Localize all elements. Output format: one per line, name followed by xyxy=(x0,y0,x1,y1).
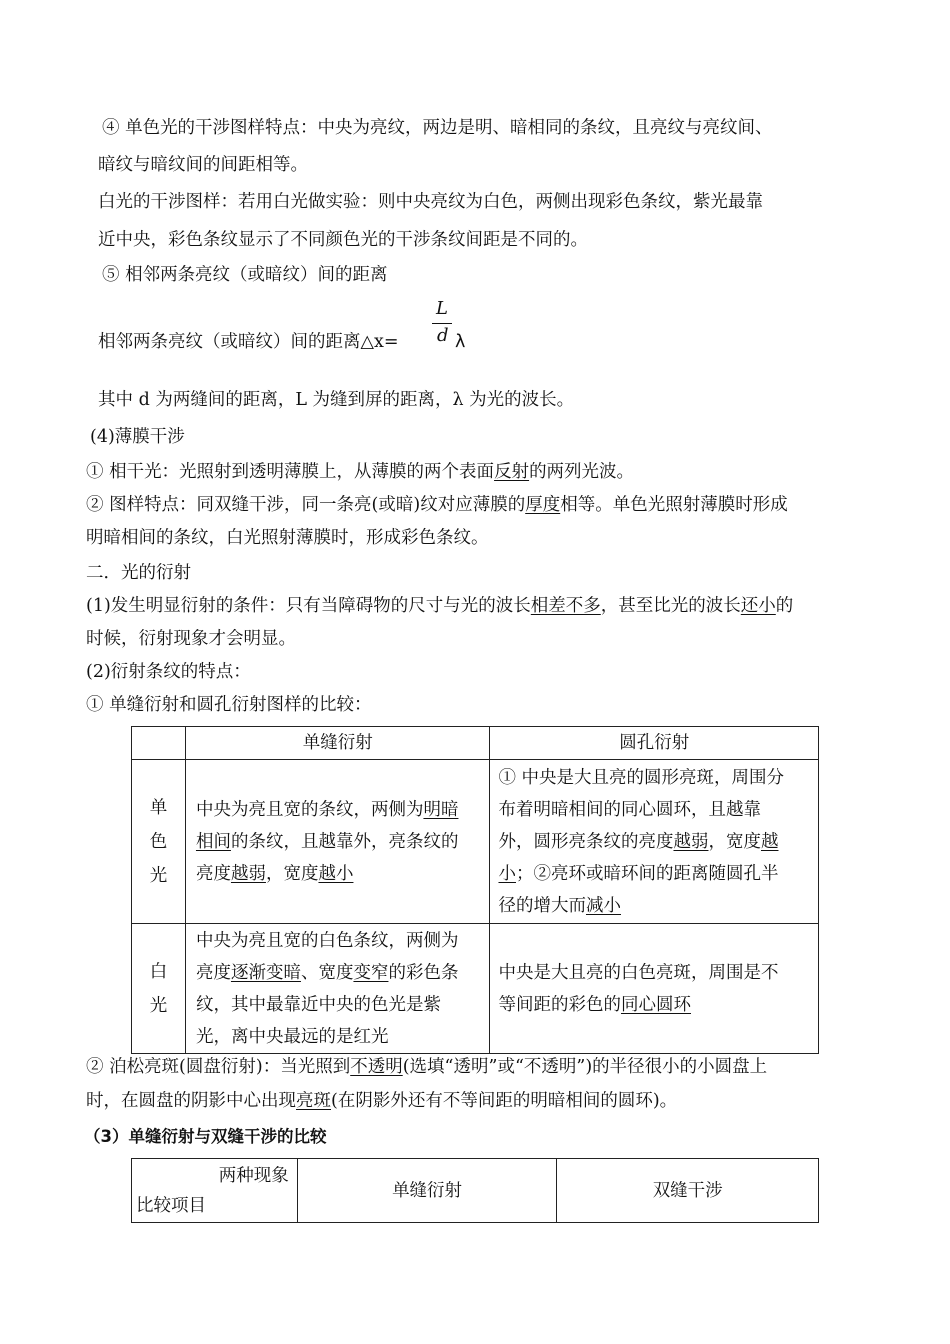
film-point1 xyxy=(86,460,634,484)
film-point2-answer: 厚度 xyxy=(525,495,561,515)
cell-answer: 越弱 xyxy=(230,863,266,884)
cell-line xyxy=(498,890,812,922)
cell-line: 光，离中央最远的是红光 xyxy=(195,1026,389,1047)
cell-answer: 同心圆环 xyxy=(620,994,691,1015)
row-label-char: 光 xyxy=(149,865,168,886)
condition-answer1: 相差不多 xyxy=(530,596,601,616)
poisson-text: ② 泊松亮斑(圆盘衍射)：当光照到 xyxy=(86,1057,351,1077)
cell-line: 中央是大且亮的白色亮斑，周围是不 xyxy=(498,962,779,983)
white-circular-hole-cell xyxy=(490,924,819,1054)
cell-text: 亮度 xyxy=(195,863,231,884)
cell-text: 外，圆形亮条纹的亮度 xyxy=(498,831,674,852)
cell-line xyxy=(196,957,484,989)
poisson-line1 xyxy=(86,1055,767,1079)
poisson-line2 xyxy=(86,1089,677,1113)
film-heading: (4)薄膜干涉 xyxy=(90,427,185,447)
cell-line xyxy=(498,826,812,858)
slit-comparison-table xyxy=(131,1158,819,1223)
cell-line: 中央为亮且宽的白色条纹，两侧为 xyxy=(195,930,459,951)
poisson-text3: 时，在圆盘的阴影中心出现 xyxy=(86,1091,296,1111)
row-label-white-light xyxy=(132,924,186,1054)
cell-line: ① 中央是大且亮的圆形亮斑，周围分 xyxy=(498,767,785,788)
film-point2-line2: 明暗相间的条纹，白光照射薄膜时，形成彩色条纹。 xyxy=(86,528,489,548)
cell-answer: 越弱 xyxy=(673,831,709,852)
cell-text: 中央为亮且宽的条纹，两侧为 xyxy=(195,799,424,820)
row-label-char: 光 xyxy=(149,995,168,1016)
diagonal-header-cell xyxy=(132,1159,298,1223)
formula-lambda: λ xyxy=(455,332,466,352)
white-light-line1: 白光的干涉图样：若用白光做实验：则中央亮纹为白色，两侧出现彩色条纹，紫光最靠 xyxy=(98,192,763,212)
row-label-monochromatic xyxy=(132,760,186,924)
film-point1-answer: 反射 xyxy=(494,462,530,482)
table-header-row xyxy=(132,727,819,760)
diffraction-comparison-table xyxy=(131,726,819,1054)
cell-line: 纹，其中最靠近中央的色光是紫 xyxy=(195,994,441,1015)
cell-text: 的彩色条 xyxy=(388,962,459,983)
cell-answer: 小 xyxy=(498,863,516,884)
film-point1-text: ① 相干光：光照射到透明薄膜上，从薄膜的两个表面 xyxy=(86,462,495,482)
item4-line1: ④ 单色光的干涉图样特点：中央为亮纹，两边是明、暗相同的条纹，且亮纹与亮纹间、 xyxy=(102,118,773,138)
header-single-slit-diffraction: 单缝衍射 xyxy=(297,1159,557,1223)
diffraction-heading: 二．光的衍射 xyxy=(86,563,191,583)
poisson-answer: 不透明 xyxy=(350,1057,403,1077)
fraction-bar xyxy=(432,323,452,324)
mono-single-slit-cell xyxy=(185,760,490,924)
white-single-slit-cell xyxy=(185,924,490,1054)
cell-text: 的条纹，且越靠外，亮条纹的 xyxy=(230,831,459,852)
cell-answer: 相间 xyxy=(195,831,231,852)
condition-answer2: 还小 xyxy=(740,596,776,616)
cell-answer: 越 xyxy=(760,831,779,852)
formula-prefix: 相邻两条亮纹（或暗纹）间的距离△x= xyxy=(98,332,399,352)
cell-text: 、宽度 xyxy=(300,962,354,983)
table-row-white-light xyxy=(132,924,819,1054)
mono-circular-hole-cell xyxy=(490,760,819,924)
formula-numerator: L xyxy=(436,298,448,319)
cell-answer: 变窄 xyxy=(353,962,389,983)
cell-line xyxy=(498,989,812,1021)
section3-heading: （3）单缝衍射与双缝干涉的比较 xyxy=(84,1127,327,1146)
cell-line xyxy=(196,826,484,858)
cell-answer: 越小 xyxy=(318,863,354,884)
row-label-char: 单 xyxy=(149,797,168,818)
condition-text: (1)发生明显衍射的条件：只有当障碍物的尺寸与光的波长 xyxy=(86,596,531,616)
diffraction-condition-line1 xyxy=(86,594,793,618)
formula-denominator: d xyxy=(437,325,449,346)
header-circular-hole: 圆孔衍射 xyxy=(490,727,819,760)
film-point2-tail: 相等。单色光照射薄膜时形成 xyxy=(560,495,788,515)
header-double-slit-interference: 双缝干涉 xyxy=(557,1159,819,1223)
cell-text: 亮度 xyxy=(195,962,231,983)
cell-answer: 逐渐变暗 xyxy=(230,962,301,983)
condition-text2: ，甚至比光的波长 xyxy=(600,596,741,616)
cell-line xyxy=(196,794,484,826)
diffraction-condition-line2: 时候，衍射现象才会明显。 xyxy=(86,629,296,649)
corner-top-label: 两种现象 xyxy=(218,1165,289,1186)
cell-answer: 明暗 xyxy=(423,799,459,820)
film-point1-tail: 的两列光波。 xyxy=(529,462,635,482)
cell-line xyxy=(498,858,812,890)
condition-text3: 的 xyxy=(775,596,794,616)
cell-line: 布着明暗相间的同心圆环，且越靠 xyxy=(498,799,761,820)
cell-text: ；②亮环或暗环间的距离随圆孔半 xyxy=(515,863,779,884)
comparison-intro: ① 单缝衍射和圆孔衍射图样的比较： xyxy=(86,695,372,715)
white-light-line2: 近中央，彩色条纹显示了不同颜色光的干涉条纹间距是不同的。 xyxy=(98,230,588,250)
cell-text: 径的增大而 xyxy=(498,895,586,916)
poisson-text4: (在阴影外还有不等间距的明暗相间的圆环)。 xyxy=(331,1091,678,1111)
item4-line2: 暗纹与暗纹间的间距相等。 xyxy=(98,155,308,175)
cell-text: ，宽度 xyxy=(708,831,761,852)
film-point2-text: ② 图样特点：同双缝干涉，同一条亮(或暗)纹对应薄膜的 xyxy=(86,495,526,515)
formula-legend: 其中 d 为两缝间的距离，L 为缝到屏的距离，λ 为光的波长。 xyxy=(98,390,575,410)
table-row-monochromatic xyxy=(132,760,819,924)
cell-answer: 减小 xyxy=(585,895,621,916)
cell-line xyxy=(196,858,484,890)
poisson-text2: (选填“透明”或“不透明”)的半径很小的小圆盘上 xyxy=(402,1057,768,1077)
row-label-char: 色 xyxy=(149,831,168,852)
cell-text: 等间距的彩色的 xyxy=(498,994,621,1015)
item5-heading: ⑤ 相邻两条亮纹（或暗纹）间的距离 xyxy=(102,265,388,285)
film-point2-line1 xyxy=(86,493,788,517)
cell-text: ，宽度 xyxy=(265,863,319,884)
table2-header-row xyxy=(132,1159,819,1223)
table-corner-cell xyxy=(132,727,186,760)
poisson-answer2: 亮斑 xyxy=(296,1091,331,1111)
row-label-char: 白 xyxy=(149,961,168,982)
corner-bottom-label: 比较项目 xyxy=(136,1195,206,1216)
header-single-slit: 单缝衍射 xyxy=(185,727,490,760)
fringe-features-heading: (2)衍射条纹的特点： xyxy=(86,662,251,682)
